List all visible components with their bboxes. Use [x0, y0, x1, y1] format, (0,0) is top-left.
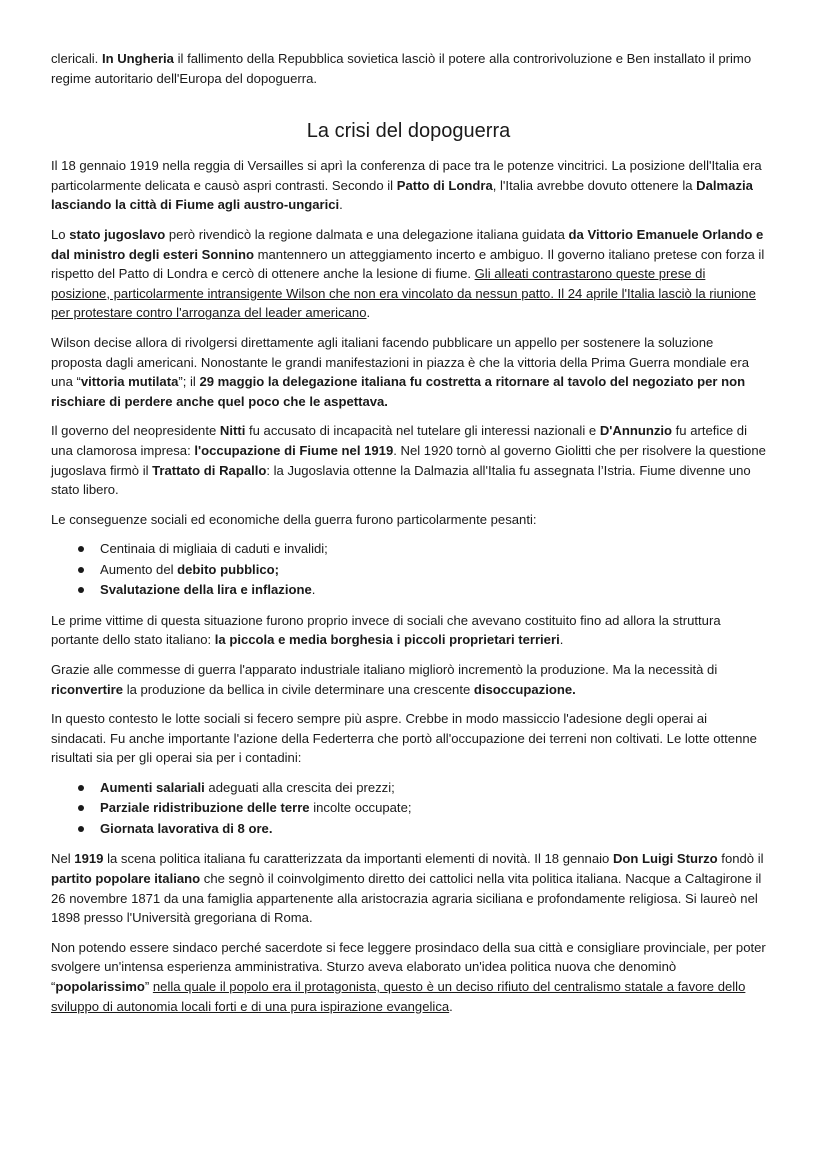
bold-text: Aumenti salariali	[100, 779, 205, 795]
underlined-text: Gli alleati contrastarono queste prese di posizione, particolarmente intransigente Wilson che non era vincolato da nessun patto. Il 24 aprile l'Italia lasciò la riunione per protestare contro l'arroganza del leader americano	[51, 266, 756, 321]
text-run: Centinaia di migliaia di caduti e invalidi;	[100, 541, 328, 557]
text-run: .	[339, 197, 343, 213]
list-item	[51, 580, 766, 601]
text-run: Il governo del neopresidente	[51, 423, 220, 439]
bold-text: In Ungheria	[101, 51, 174, 66]
text-run: Grazie alle commesse di guerra l'apparato industriale italiano migliorò incrementò la produzione. Ma la necessità di	[51, 661, 718, 677]
text-run: che segnò il coinvolgimento diretto dei cattolici nella vita politica italiana. Nacque a Caltagirone il 26 novembre 1871 da una famiglia appartenente alla aristocrazia agraria siciliana e profondamente religiosa. Si laureò nel 1898 presso l'Università gregoriana di Roma.	[51, 871, 762, 926]
intro-paragraph	[51, 49, 766, 88]
bold-text: 1919	[74, 851, 104, 867]
bold-text: Trattato di Rapallo	[152, 462, 267, 478]
paragraph	[51, 225, 766, 323]
bold-text: disoccupazione.	[473, 681, 576, 697]
text-run: Nel	[51, 851, 75, 867]
text-run: Wilson decise allora di rivolgersi direttamente agli italiani facendo pubblicare un appello per sostenere la soluzione proposta dagli americani. Nonostante le grandi manifestazioni in piazza è che la vittoria della Prima Guerra mondiale era una “	[51, 334, 749, 390]
bold-text: l'occupazione di Fiume nel 1919	[194, 442, 394, 458]
text-run: . Nel 1920 tornò al governo Giolitti che per risolvere la questione jugoslava firmò il	[51, 442, 766, 478]
page-title: La crisi del dopoguerra	[306, 120, 511, 143]
bold-text: 29 maggio la delegazione italiana fu costretta a ritornare al tavolo del negoziato per non rischiare di perdere anche quel poco che le aspettava.	[51, 374, 746, 409]
bold-text: riconvertire	[51, 681, 124, 697]
text-run: fondò il	[717, 851, 764, 867]
paragraph	[51, 510, 766, 530]
list-item	[51, 798, 766, 819]
bullet-list	[51, 539, 766, 601]
bold-text: Giornata lavorativa di 8 ore.	[100, 820, 273, 836]
bold-text: Svalutazione della lira e inflazione	[100, 582, 312, 598]
bold-text: Dalmazia lasciando la città di Fiume agli austro-ungarici	[51, 177, 753, 213]
text-run: Le prime vittime di questa situazione furono proprio invece di sociali che avevano costituito fino ad allora la struttura portante dello stato italiano:	[51, 612, 721, 648]
text-run: la scena politica italiana fu caratterizzata da importanti elementi di novità. Il 18 gennaio	[103, 851, 613, 867]
paragraph	[51, 709, 766, 768]
text-run: .	[449, 998, 453, 1014]
underlined-text: nella quale il popolo era il protagonista, questo è un deciso rifiuto del centralismo statale a favore dello sviluppo di autonomia locali forti e di una pura ispirazione evangelica	[51, 979, 746, 1014]
text-run: Aumento del	[100, 561, 178, 577]
paragraph	[51, 333, 766, 411]
paragraph	[51, 421, 766, 499]
paragraph	[51, 611, 766, 650]
bold-text: Don Luigi Sturzo	[612, 851, 718, 867]
text-run: .	[366, 305, 371, 321]
bold-text: vittoria mutilata	[80, 374, 179, 390]
text-run: ”; il	[178, 374, 200, 390]
text-run: ”	[144, 979, 153, 994]
text-run: , l'Italia avrebbe dovuto ottenere la	[492, 177, 697, 193]
bold-text: stato jugoslavo	[69, 226, 166, 242]
text-run: mantennero un atteggiamento incerto e ambiguo. Il governo italiano pretese con forza il rispetto del Patto di Londra e cercò di ottenere anche la lesione di fiume.	[51, 246, 765, 282]
bold-text: Parziale ridistribuzione delle terre	[100, 800, 310, 816]
bold-text: Nitti	[219, 423, 246, 439]
bold-text: partito popolare italiano	[51, 871, 201, 887]
text-run: il fallimento della Repubblica sovietica lasciò il potere alla controrivoluzione e Ben installato il primo regime autoritario dell'Europa del dopoguerra.	[51, 51, 752, 86]
list-item	[51, 778, 766, 799]
text-run: fu accusato di incapacità nel tutelare gli interessi nazionali e	[245, 423, 600, 439]
text-run: adeguati alla crescita dei prezzi;	[204, 779, 395, 795]
text-run: Non potendo essere sindaco perché sacerdote si fece leggere prosindaco della sua città e consigliare provinciale, per poter svolgere un'intensa esperienza amministrativa. Sturzo aveva elaborato un'idea politica nuova che denominò “	[51, 939, 766, 994]
text-run: .	[311, 582, 316, 598]
text-run: la produzione da bellica in civile determinare una crescente	[123, 681, 474, 697]
bold-text: debito pubblico;	[177, 561, 279, 577]
text-run: incolte occupate;	[309, 800, 412, 816]
list-item	[51, 560, 766, 581]
paragraph	[51, 938, 766, 1016]
text-run: però rivendicò la regione dalmata e una delegazione italiana guidata	[165, 226, 569, 242]
bold-text: Patto di Londra	[396, 177, 493, 193]
text-run: clericali.	[51, 51, 102, 66]
list-item	[51, 819, 766, 840]
bullet-list	[51, 778, 766, 840]
list-item	[51, 539, 766, 560]
bold-text: popolarissimo	[55, 979, 145, 994]
text-run: : la Jugoslavia ottenne la Dalmazia all'Italia fu assegnata l’Istria. Fiume divenne uno stato libero.	[51, 462, 751, 498]
text-run: fu artefice di una clamorosa impresa:	[51, 423, 747, 458]
paragraph	[51, 660, 766, 699]
paragraph	[51, 156, 766, 215]
text-run: Il 18 gennaio 1919 nella reggia di Versailles si aprì la conferenza di pace tra le potenze vincitrici. La posizione dell'Italia era particolarmente delicata e causò aspri contrasti. Secondo il	[51, 158, 762, 193]
text-run: In questo contesto le lotte sociali si fecero sempre più aspre. Crebbe in modo massiccio l'adesione degli operai ai sindacati. Fu anche importante l'azione della Federterra che portò all'occupazione dei terreni non coltivati. Le lotte ottenne risultati sia per gli operai sia per i contadini:	[51, 711, 757, 766]
text-run: Lo	[51, 226, 70, 242]
text-run: .	[559, 632, 564, 648]
bold-text: la piccola e media borghesia i piccoli proprietari terrieri	[214, 632, 560, 648]
text-run: Le conseguenze sociali ed economiche della guerra furono particolarmente pesanti:	[51, 511, 537, 527]
bold-text: D'Annunzio	[599, 423, 673, 439]
paragraph	[51, 849, 766, 927]
bold-text: da Vittorio Emanuele Orlando e dal ministro degli esteri Sonnino	[51, 226, 764, 262]
document-body	[51, 156, 766, 1016]
